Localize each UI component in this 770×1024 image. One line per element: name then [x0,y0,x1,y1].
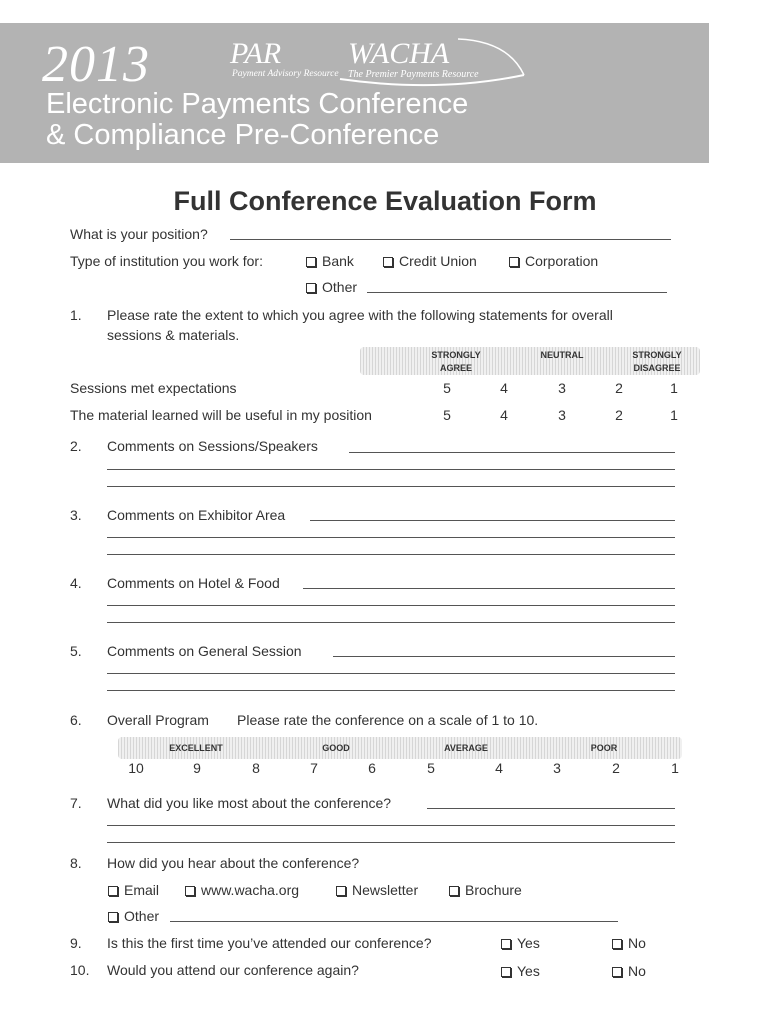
checkbox-icon[interactable] [306,283,316,293]
q6-rating-6[interactable]: 6 [368,760,376,776]
q6-scale-good: GOOD [322,743,350,753]
par-logo-name: PAR [230,37,282,70]
q2-answer-line-1[interactable] [349,452,675,453]
q1-row2-label: The material learned will be useful in my position [70,407,372,423]
q4-answer-line-3[interactable] [107,622,675,623]
institution-corporation-label: Corporation [525,253,599,269]
q5-answer-line-2[interactable] [107,673,675,674]
q2-number: 2. [70,438,82,454]
q4-answer-line-2[interactable] [107,605,675,606]
position-label: What is your position? [70,226,208,242]
q1-text-line2: sessions & materials. [107,327,240,343]
q4-number: 4. [70,575,82,591]
q1-scale-strongly-disagree-line2: DISAGREE [633,363,681,373]
q6-scale-average: AVERAGE [444,743,488,753]
q10-no-option[interactable] [612,963,646,979]
checkbox-icon[interactable] [383,257,393,267]
conference-title-line2: & Compliance Pre-Conference [46,119,440,151]
q1-scale-strongly-disagree-line1: STRONGLY [632,350,682,360]
q6-rating-2[interactable]: 2 [612,760,620,776]
q1-row1-label: Sessions met expectations [70,380,237,396]
institution-corporation-option[interactable] [509,253,598,269]
institution-bank-option[interactable] [306,253,354,269]
q4-answer-line-1[interactable] [303,588,675,589]
q8-email-option[interactable] [108,882,159,898]
q5-answer-line-3[interactable] [107,690,675,691]
checkbox-icon[interactable] [108,886,118,896]
checkbox-icon[interactable] [306,257,316,267]
institution-other-label: Other [322,279,358,295]
q1-scale-strongly-agree [420,350,492,373]
q1-scale-strongly-agree-line2: AGREE [439,363,472,373]
position-field[interactable] [230,239,671,240]
q1-row1-rating-3[interactable]: 3 [558,380,566,396]
institution-credit-union-label: Credit Union [399,253,477,269]
q1-number: 1. [70,307,82,323]
q6-rating-4[interactable]: 4 [495,760,503,776]
wacha-logo [338,35,538,85]
q2-answer-line-3[interactable] [107,486,675,487]
par-logo [210,37,340,81]
q3-answer-line-3[interactable] [107,554,675,555]
q1-scale-neutral: NEUTRAL [540,350,584,360]
checkbox-icon[interactable] [612,967,622,977]
q8-text: How did you hear about the conference? [107,855,360,871]
q1-row1-rating-4[interactable]: 4 [500,380,508,396]
institution-credit-union-option[interactable] [383,253,477,269]
q7-answer-line-3[interactable] [107,842,675,843]
q1-scale-strongly-agree-line1: STRONGLY [431,350,481,360]
q8-other-label: Other [124,908,160,924]
conference-title-line1: Electronic Payments Conference [46,88,469,120]
header-banner [0,23,709,163]
q10-no-label: No [628,963,646,979]
q10-yes-option[interactable] [501,963,540,979]
q1-scale-strongly-disagree [621,350,693,373]
q6-rating-10[interactable]: 10 [128,760,144,776]
q2-answer-line-2[interactable] [107,469,675,470]
q9-yes-option[interactable] [501,935,540,951]
q6-rating-1[interactable]: 1 [671,760,679,776]
par-logo-tagline: Payment Advisory Resource [232,69,339,79]
q8-email-label: Email [124,882,160,898]
checkbox-icon[interactable] [612,939,622,949]
q6-rating-5[interactable]: 5 [427,760,435,776]
q6-number: 6. [70,712,82,728]
q1-row2-rating-5[interactable]: 5 [443,407,451,423]
q7-text: What did you like most about the conference? [107,795,392,811]
q6-label: Overall Program [107,712,209,728]
checkbox-icon[interactable] [501,967,511,977]
q3-text: Comments on Exhibitor Area [107,507,286,523]
q4-text: Comments on Hotel & Food [107,575,280,591]
q8-number: 8. [70,855,82,871]
q3-answer-line-2[interactable] [107,537,675,538]
checkbox-icon[interactable] [501,939,511,949]
q6-rating-7[interactable]: 7 [310,760,318,776]
q6-rating-9[interactable]: 9 [193,760,201,776]
q1-row2-rating-1[interactable]: 1 [670,407,678,423]
q8-other-option[interactable] [108,908,159,924]
wacha-logo-tagline: The Premier Payments Resource [348,69,479,80]
form-title: Full Conference Evaluation Form [173,186,597,216]
checkbox-icon[interactable] [108,912,118,922]
institution-other-field[interactable] [367,292,667,293]
q3-answer-line-1[interactable] [310,520,675,521]
institution-label: Type of institution you work for: [70,253,263,269]
q6-rating-3[interactable]: 3 [553,760,561,776]
q1-row1-rating-2[interactable]: 2 [615,380,623,396]
institution-bank-label: Bank [322,253,354,269]
q10-number: 10. [70,962,90,978]
q9-no-option[interactable] [612,935,646,951]
q1-row1-rating-5[interactable]: 5 [443,380,451,396]
q1-text-line1: Please rate the extent to which you agree with the following statements for overall [107,307,613,323]
q6-scale-poor: POOR [590,743,618,753]
q5-text: Comments on General Session [107,643,302,659]
q5-number: 5. [70,643,82,659]
checkbox-icon[interactable] [336,886,346,896]
q7-answer-line-1[interactable] [427,808,675,809]
conference-year: 2013 [42,36,150,93]
q1-row1-rating-1[interactable]: 1 [670,380,678,396]
checkbox-icon[interactable] [449,886,459,896]
q8-website-option[interactable] [185,882,299,898]
q8-brochure-option[interactable] [449,882,522,898]
q9-number: 9. [70,935,82,951]
q7-answer-line-2[interactable] [107,825,675,826]
q9-yes-label: Yes [517,935,540,951]
q9-no-label: No [628,935,646,951]
q8-website-label: www.wacha.org [201,882,300,898]
q10-text: Would you attend our conference again? [107,962,359,978]
wacha-logo-name: WACHA [348,37,450,70]
q6-text: Please rate the conference on a scale of 1 to 10. [237,712,539,728]
q5-answer-line-1[interactable] [333,656,675,657]
q3-number: 3. [70,507,82,523]
q6-scale-excellent: EXCELLENT [169,743,223,753]
q10-yes-label: Yes [517,963,540,979]
q8-other-field[interactable] [170,921,618,922]
checkbox-icon[interactable] [185,886,195,896]
q9-text: Is this the first time you’ve attended our conference? [107,935,432,951]
q8-brochure-label: Brochure [465,882,522,898]
q2-text: Comments on Sessions/Speakers [107,438,318,454]
q1-row2-rating-4[interactable]: 4 [500,407,508,423]
q8-newsletter-label: Newsletter [352,882,419,898]
q6-rating-8[interactable]: 8 [252,760,260,776]
checkbox-icon[interactable] [509,257,519,267]
q1-row2-rating-3[interactable]: 3 [558,407,566,423]
q1-row2-rating-2[interactable]: 2 [615,407,623,423]
q7-number: 7. [70,795,82,811]
q8-newsletter-option[interactable] [336,882,418,898]
institution-other-option[interactable] [306,279,357,295]
